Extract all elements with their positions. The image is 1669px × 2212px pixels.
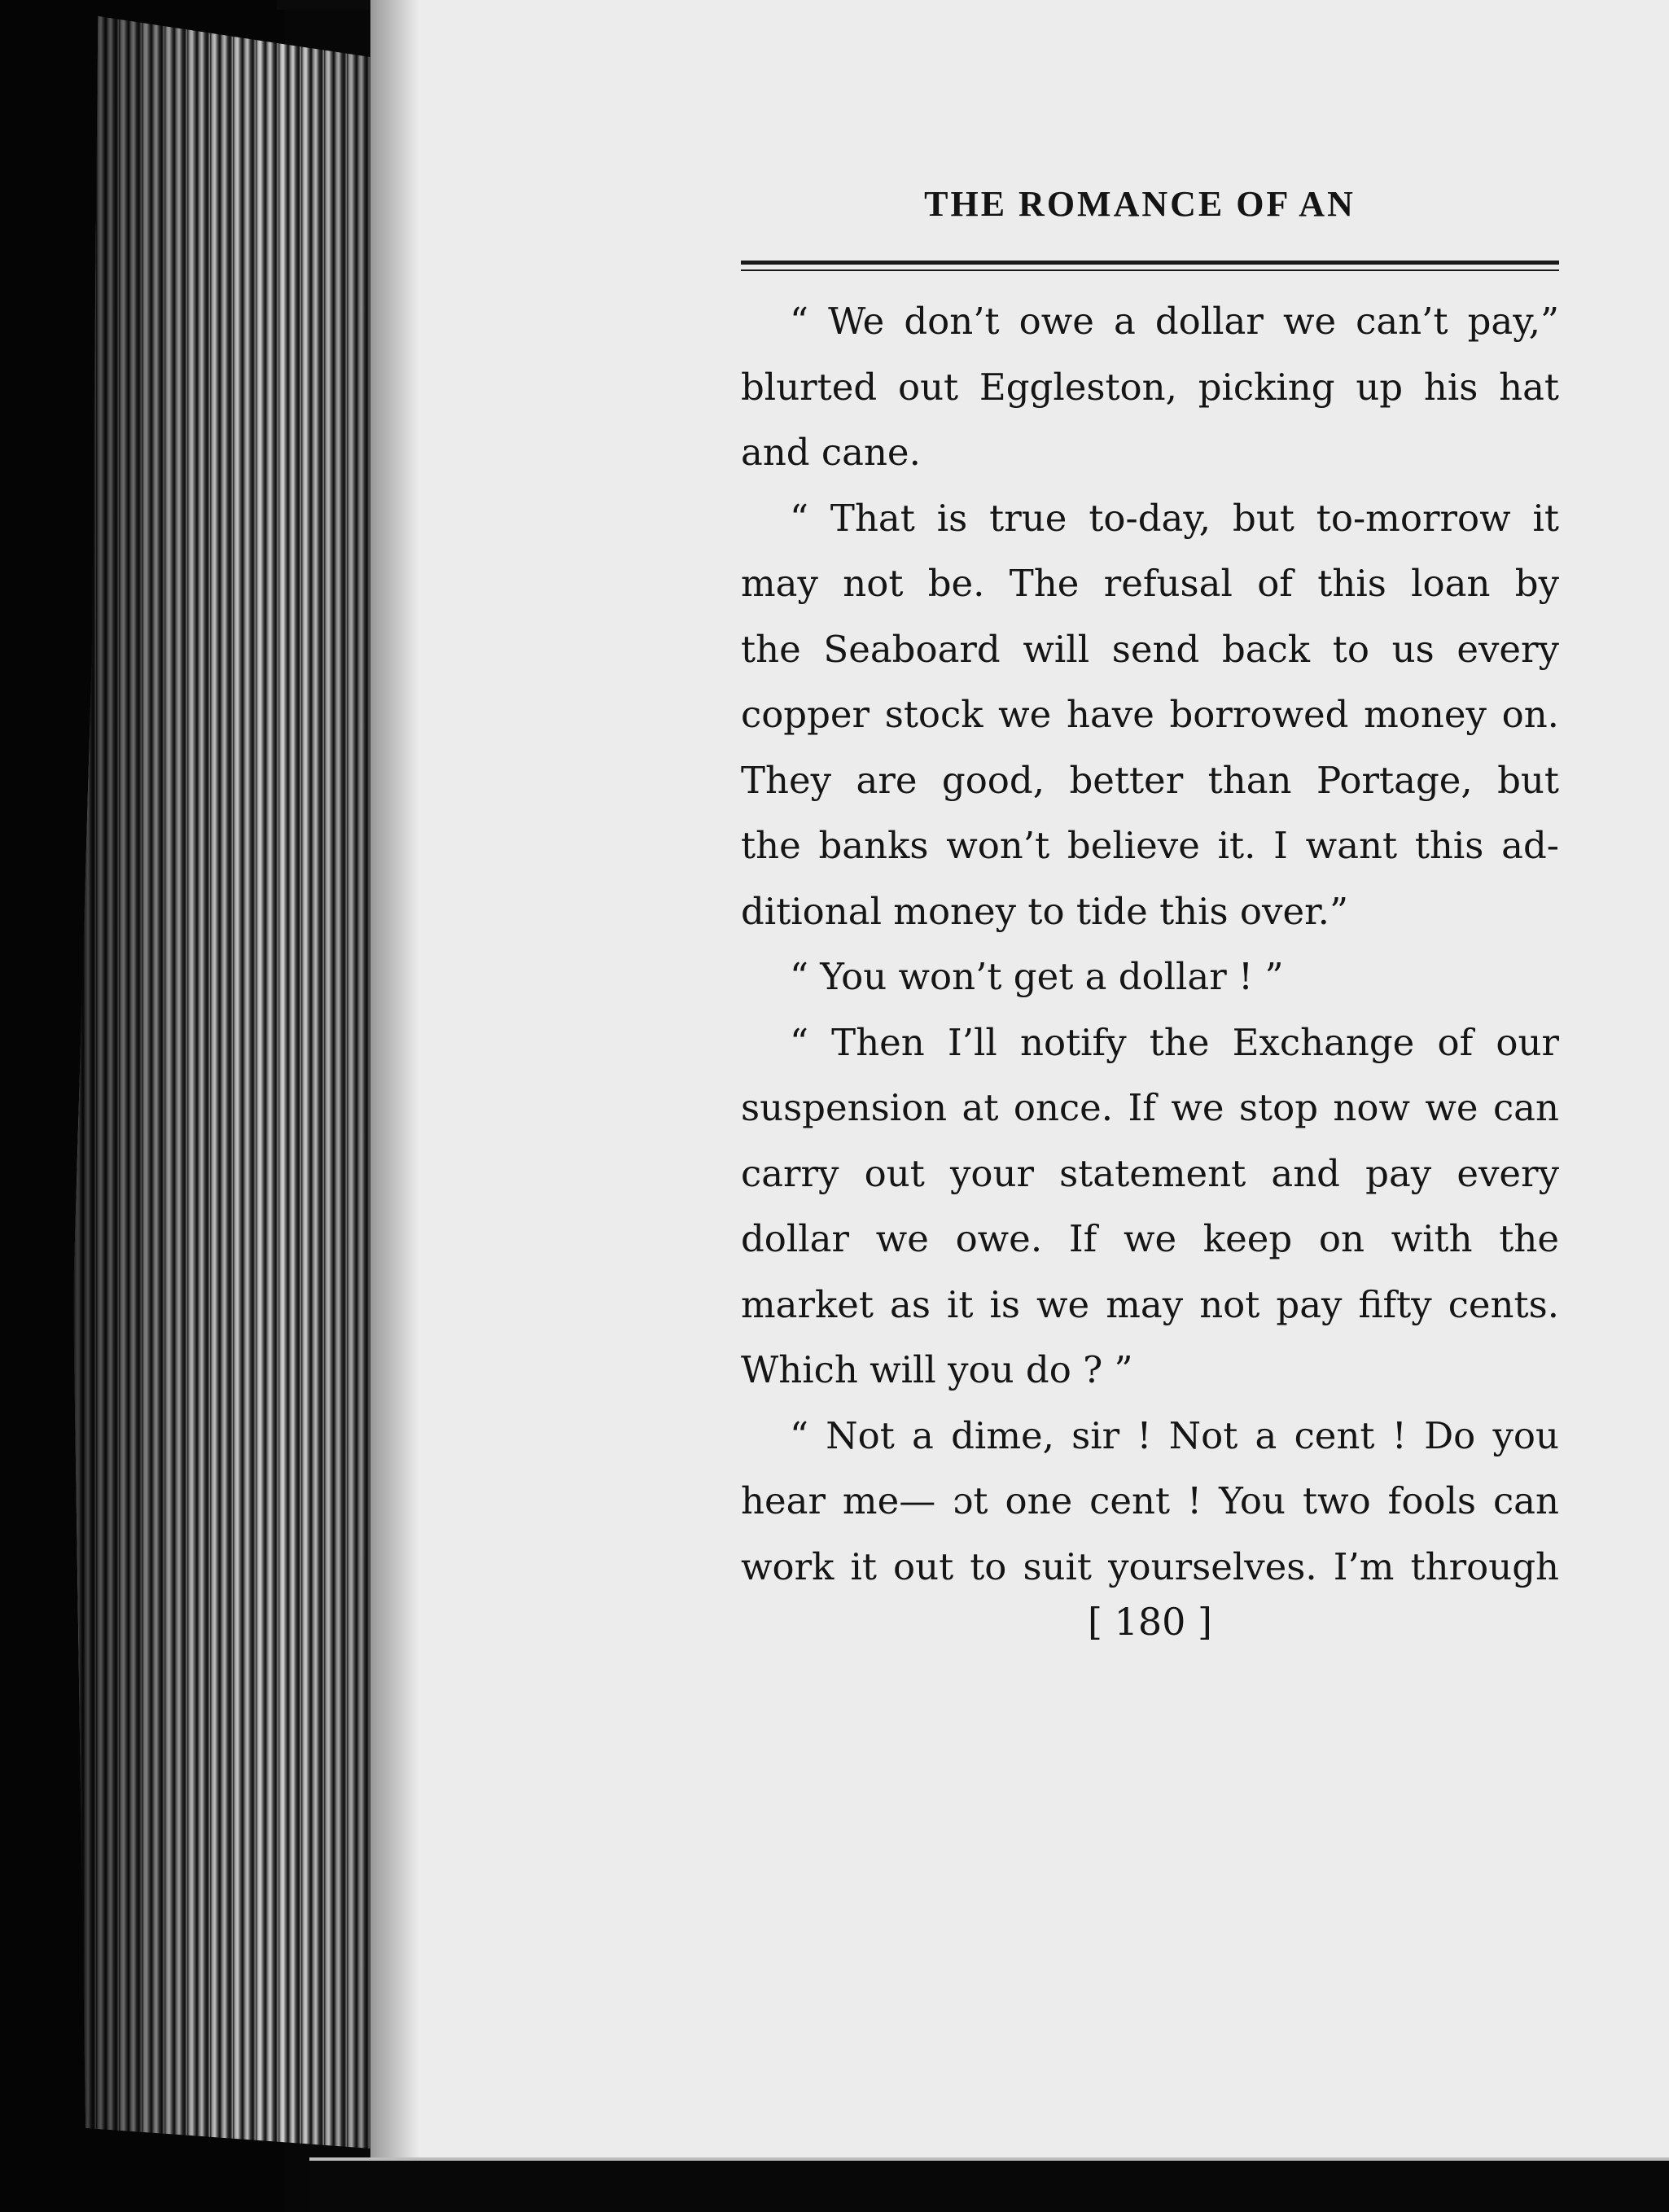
text-line: “ Not a dime, sir ! Not a cent ! Do you bbox=[790, 1413, 1559, 1457]
text-line: dollar we owe. If we keep on with the bbox=[741, 1217, 1559, 1260]
text-line: They are good, better than Portage, but bbox=[741, 758, 1559, 802]
text-line: “ You won’t get a dollar ! ” bbox=[790, 955, 1284, 998]
bottom-scan-border bbox=[309, 2157, 1669, 2212]
text-line: suspension at once. If we stop now we can bbox=[741, 1086, 1559, 1129]
text-line: Which will you do ? ” bbox=[741, 1348, 1133, 1391]
page-number: [ 180 ] bbox=[1088, 1600, 1212, 1644]
text-line: “ We don’t owe a dollar we can’t pay,” bbox=[790, 300, 1559, 343]
text-line: work it out to suit yourselves. I’m through bbox=[741, 1544, 1559, 1588]
page-edges-shading bbox=[73, 16, 383, 2149]
text-line: and cane. bbox=[741, 431, 921, 474]
text-line: may not be. The refusal of this loan by bbox=[741, 562, 1559, 605]
head-rule-thick bbox=[741, 261, 1559, 265]
text-line: copper stock we have borrowed money on. bbox=[741, 693, 1559, 736]
text-line: blurted out Eggleston, picking up his hat bbox=[741, 365, 1559, 409]
text-line: “ Then I’ll notify the Exchange of our bbox=[790, 1020, 1559, 1064]
running-head: THE ROMANCE OF AN bbox=[924, 184, 1356, 224]
text-line: “ That is true to-day, but to-morrow it bbox=[790, 496, 1559, 540]
text-line: ditional money to tide this over.” bbox=[741, 889, 1348, 933]
head-rule-thin bbox=[741, 269, 1559, 271]
body-text bbox=[741, 289, 1559, 1600]
text-line: the banks won’t believe it. I want this ad- bbox=[741, 824, 1559, 867]
text-line: market as it is we may not pay fifty cents. bbox=[741, 1282, 1559, 1326]
text-line: carry out your statement and pay every bbox=[741, 1151, 1559, 1195]
text-line: the Seaboard will send back to us every bbox=[741, 627, 1559, 671]
text-line: hear me— ɔt one cent ! You two fools can bbox=[741, 1479, 1559, 1522]
